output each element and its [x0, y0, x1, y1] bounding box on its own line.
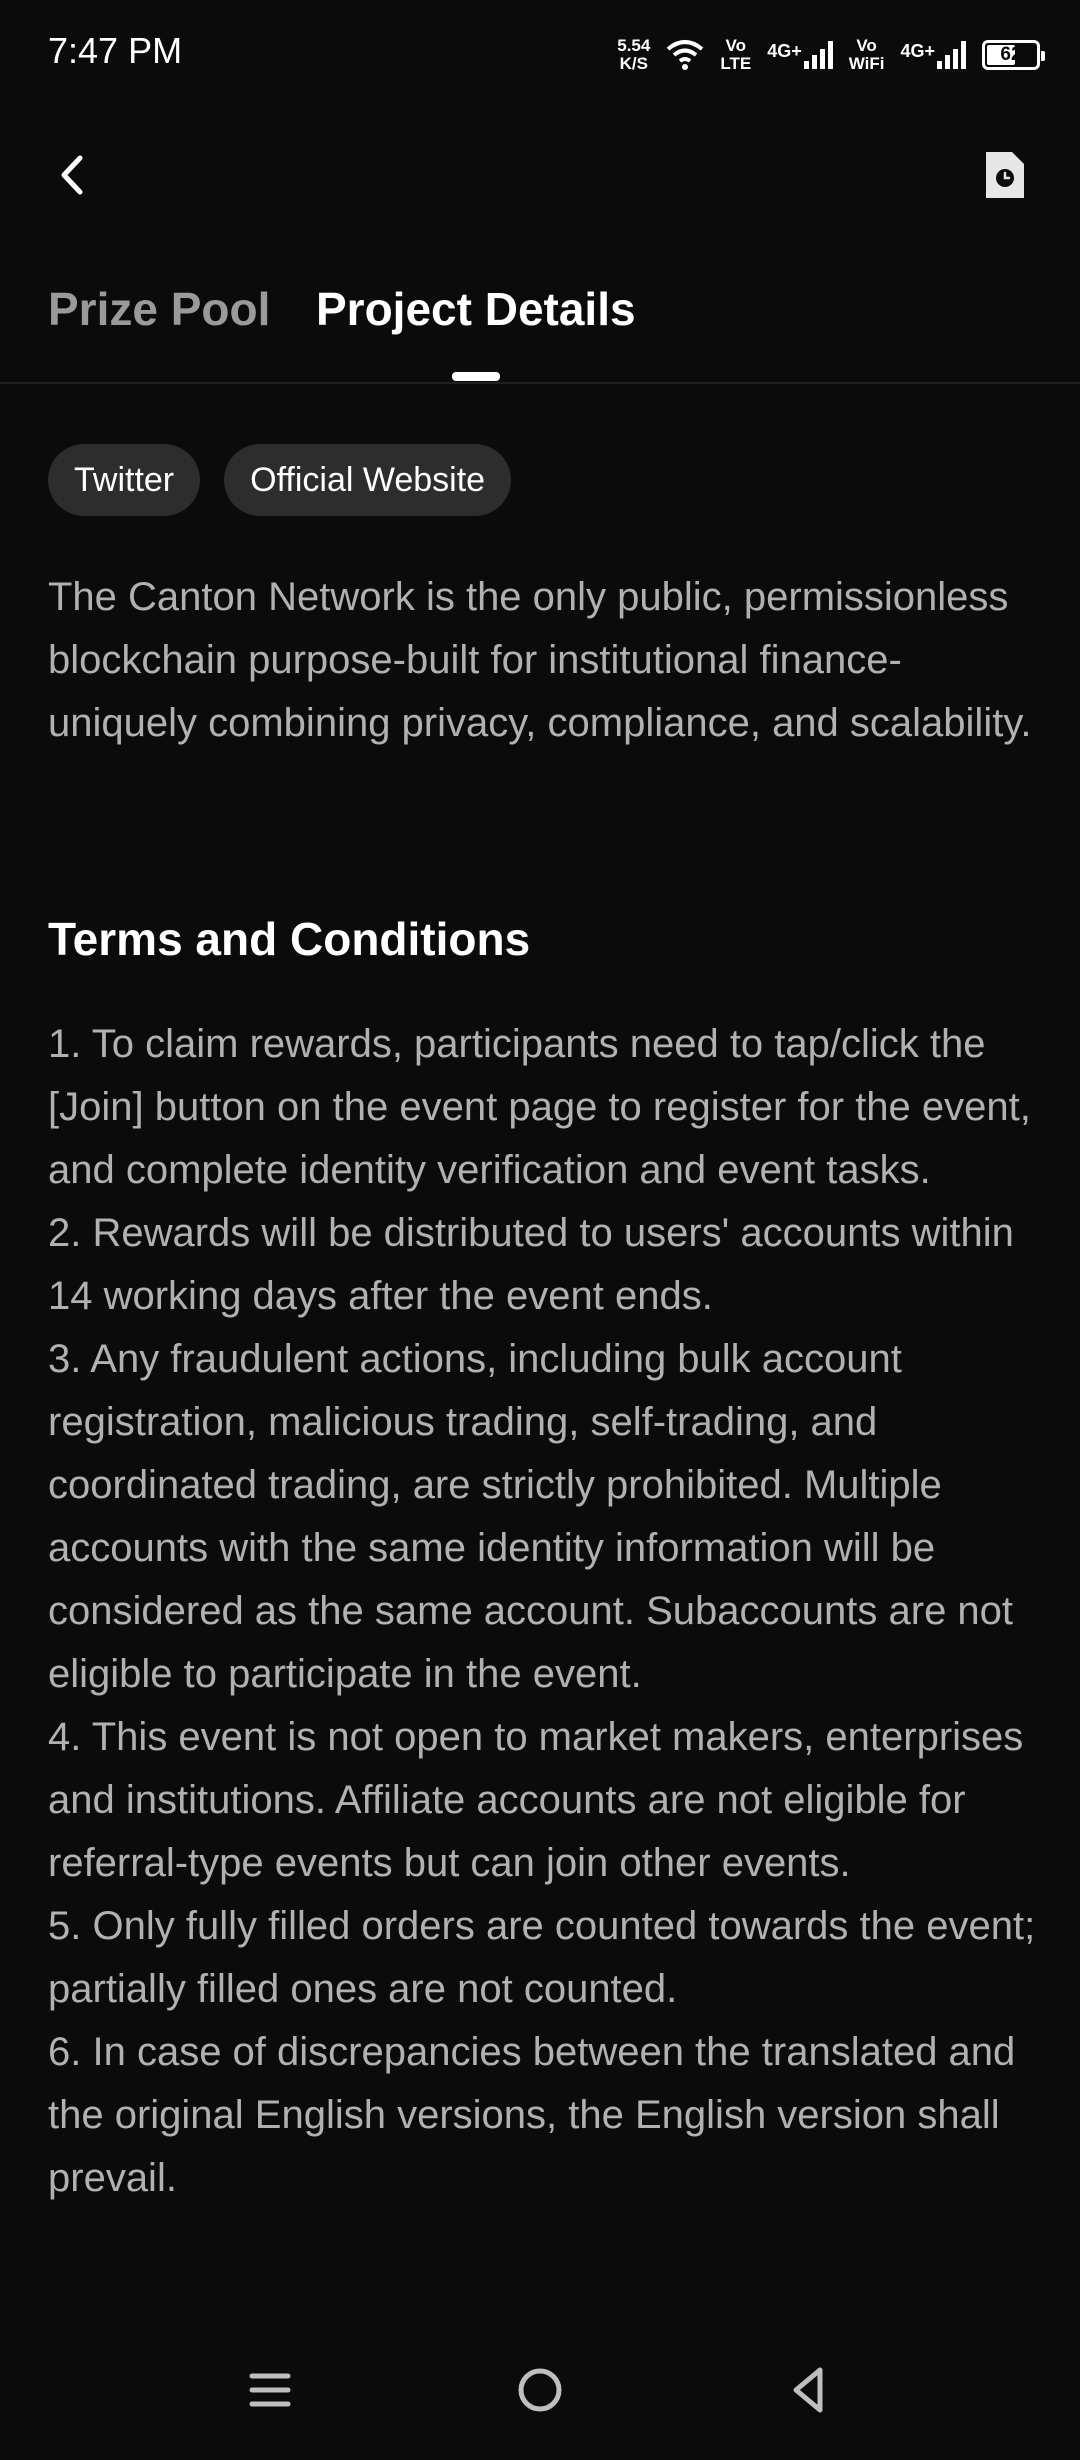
project-description: The Canton Network is the only public, permissionless blockchain purpose-built for institutional finance- uniquely combining privacy, compliance, and scalability.	[48, 575, 1032, 745]
status-icons	[617, 30, 1040, 80]
official-website-link[interactable]: Official Website	[224, 444, 511, 516]
volte-label	[720, 37, 751, 73]
twitter-link[interactable]: Twitter	[48, 444, 200, 516]
network-speed	[617, 37, 650, 73]
tab-bar	[0, 270, 1080, 384]
signal-1	[767, 41, 833, 69]
battery-icon	[982, 40, 1040, 70]
vowifi-bottom: WiFi	[848, 54, 885, 73]
tab-prize-pool[interactable]: Prize Pool	[48, 283, 271, 335]
status-time: 7:47 PM	[48, 30, 183, 71]
network-type-1: 4G+	[767, 41, 802, 61]
terms-list	[48, 1013, 1043, 2210]
network-speed-value: 5.54	[617, 36, 651, 55]
back-triangle-icon[interactable]	[780, 2360, 840, 2420]
network-type-2: 4G+	[900, 41, 935, 61]
terms-item: 1. To claim rewards, participants need to tap/click the [Join] button on the event page to register for the event, and complete identity verification and event tasks.	[48, 1022, 1031, 1192]
menu-icon[interactable]	[240, 2360, 300, 2420]
terms-item: 6. In case of discrepancies between the translated and the original English versions, the English version shall prevail.	[48, 2030, 1016, 2200]
terms-item: 5. Only fully filled orders are counted towards the event; partially filled ones are not counted.	[48, 1904, 1036, 2011]
terms-item: 2. Rewards will be distributed to users' accounts within 14 working days after the event ends.	[48, 1211, 1014, 1318]
volte-top: Vo	[725, 36, 746, 55]
tab-project-details[interactable]: Project Details	[316, 283, 636, 335]
project-links	[48, 444, 511, 516]
network-speed-unit: K/S	[619, 54, 648, 73]
signal-2	[900, 41, 966, 69]
system-navigation-bar	[0, 2340, 1080, 2460]
active-tab-indicator	[452, 372, 500, 381]
top-navigation	[0, 130, 1080, 220]
signal-bars-1-icon	[804, 41, 833, 69]
terms-item: 3. Any fraudulent actions, including bulk account registration, malicious trading, self-trading, and coordinated trading, are strictly prohibited. Multiple accounts with the same identity information will be considered as the same account. Subaccounts are not eligible to participate in the event.	[48, 1337, 1014, 1696]
status-bar	[0, 0, 1080, 110]
home-circle-icon[interactable]	[510, 2360, 570, 2420]
terms-title: Terms and Conditions	[48, 913, 531, 965]
volte-bottom: LTE	[720, 54, 752, 73]
signal-bars-2-icon	[937, 41, 966, 69]
history-document-icon[interactable]	[978, 148, 1032, 202]
vowifi-top: Vo	[856, 36, 877, 55]
battery-percent: 62	[1000, 44, 1022, 65]
vowifi-label	[849, 37, 885, 73]
wifi-icon	[666, 39, 704, 71]
terms-item: 4. This event is not open to market makers, enterprises and institutions. Affiliate accounts are not eligible for referral-type events but can join other events.	[48, 1715, 1024, 1885]
chevron-left-icon[interactable]	[48, 150, 98, 200]
